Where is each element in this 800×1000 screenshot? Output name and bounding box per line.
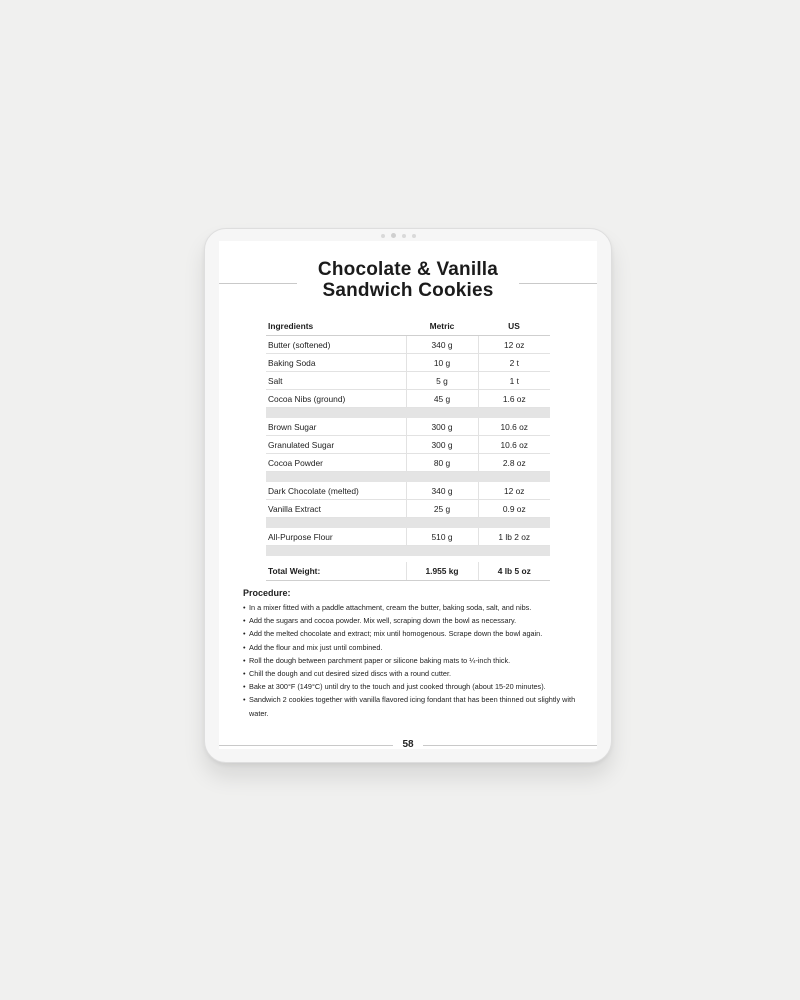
ingredient-metric: 5 g [406, 372, 478, 390]
camera-bar [381, 233, 416, 238]
ingredient-us: 2.8 oz [478, 454, 550, 472]
group-separator-bar [266, 518, 550, 529]
table-row [266, 500, 550, 518]
ingredients-table [266, 317, 550, 581]
column-header-us: US [478, 317, 550, 336]
table-row [266, 528, 550, 546]
page-footer [219, 739, 597, 749]
total-metric: 1.955 kg [406, 562, 478, 581]
ingredient-metric: 10 g [406, 354, 478, 372]
procedure-list [243, 601, 583, 720]
page-number: 58 [402, 739, 414, 749]
ingredient-name: Cocoa Powder [266, 454, 406, 472]
table-row [266, 482, 550, 500]
ingredient-us: 1.6 oz [478, 390, 550, 408]
procedure-step: • Add the sugars and cocoa powder. Mix well, scraping down the bowl as necessary. [243, 614, 583, 627]
ingredient-metric: 340 g [406, 336, 478, 354]
camera-lens [391, 233, 396, 238]
table-row [266, 454, 550, 472]
group-separator [266, 518, 550, 529]
group-separator [266, 472, 550, 483]
ingredient-name: Vanilla Extract [266, 500, 406, 518]
ingredient-us: 10.6 oz [478, 436, 550, 454]
table-row [266, 354, 550, 372]
group-separator-bar [266, 472, 550, 483]
ingredient-name: Dark Chocolate (melted) [266, 482, 406, 500]
title-line-2: Sandwich Cookies [322, 280, 494, 301]
ingredient-name: Brown Sugar [266, 418, 406, 436]
procedure-step: • Sandwich 2 cookies together with vanilla flavored icing fondant that has been thinned out slightly with water. [243, 693, 583, 719]
ingredient-metric: 340 g [406, 482, 478, 500]
ingredient-metric: 300 g [406, 418, 478, 436]
table-row [266, 436, 550, 454]
ingredient-name: Salt [266, 372, 406, 390]
procedure-step: • Bake at 300°F (149°C) until dry to the touch and just cooked through (about 15-20 minutes). [243, 680, 583, 693]
group-separator-bar [266, 546, 550, 557]
procedure-step: • In a mixer fitted with a paddle attachment, cream the butter, baking soda, salt, and nibs. [243, 601, 583, 614]
ingredient-metric: 80 g [406, 454, 478, 472]
tablet-screen[interactable] [219, 241, 597, 749]
ingredient-metric: 45 g [406, 390, 478, 408]
total-row [266, 562, 550, 581]
procedure-section [243, 587, 583, 720]
procedure-step: • Chill the dough and cut desired sized discs with a round cutter. [243, 667, 583, 680]
sensor-dot [412, 234, 416, 238]
ingredient-metric: 25 g [406, 500, 478, 518]
total-us: 4 lb 5 oz [478, 562, 550, 581]
title-line-1: Chocolate & Vanilla [317, 259, 499, 280]
ingredient-metric: 300 g [406, 436, 478, 454]
tablet-device [204, 228, 612, 763]
ingredient-us: 1 lb 2 oz [478, 528, 550, 546]
ingredient-us: 12 oz [478, 336, 550, 354]
table-row [266, 336, 550, 354]
ingredient-us: 1 t [478, 372, 550, 390]
ingredient-name: Cocoa Nibs (ground) [266, 390, 406, 408]
ingredient-us: 2 t [478, 354, 550, 372]
ingredients-table-body [266, 336, 550, 581]
ingredient-name: Baking Soda [266, 354, 406, 372]
sensor-dot [402, 234, 406, 238]
ingredient-name: All-Purpose Flour [266, 528, 406, 546]
procedure-heading: Procedure: [243, 588, 291, 598]
ingredient-metric: 510 g [406, 528, 478, 546]
ingredient-us: 12 oz [478, 482, 550, 500]
table-row [266, 372, 550, 390]
ingredient-us: 0.9 oz [478, 500, 550, 518]
table-row [266, 390, 550, 408]
ingredient-us: 10.6 oz [478, 418, 550, 436]
ingredient-name: Butter (softened) [266, 336, 406, 354]
page-title [219, 259, 597, 301]
procedure-step: • Roll the dough between parchment paper or silicone baking mats to ¼-inch thick. [243, 654, 583, 667]
column-header-ingredients: Ingredients [266, 317, 406, 336]
column-header-metric: Metric [406, 317, 478, 336]
table-row [266, 418, 550, 436]
table-header-row [266, 317, 550, 336]
group-separator-bar [266, 408, 550, 419]
procedure-step: • Add the melted chocolate and extract; mix until homogenous. Scrape down the bowl again. [243, 627, 583, 640]
ingredient-name: Granulated Sugar [266, 436, 406, 454]
group-separator [266, 546, 550, 557]
group-separator [266, 408, 550, 419]
sensor-dot [381, 234, 385, 238]
procedure-step: • Add the flour and mix just until combined. [243, 641, 583, 654]
total-label: Total Weight: [266, 562, 406, 581]
